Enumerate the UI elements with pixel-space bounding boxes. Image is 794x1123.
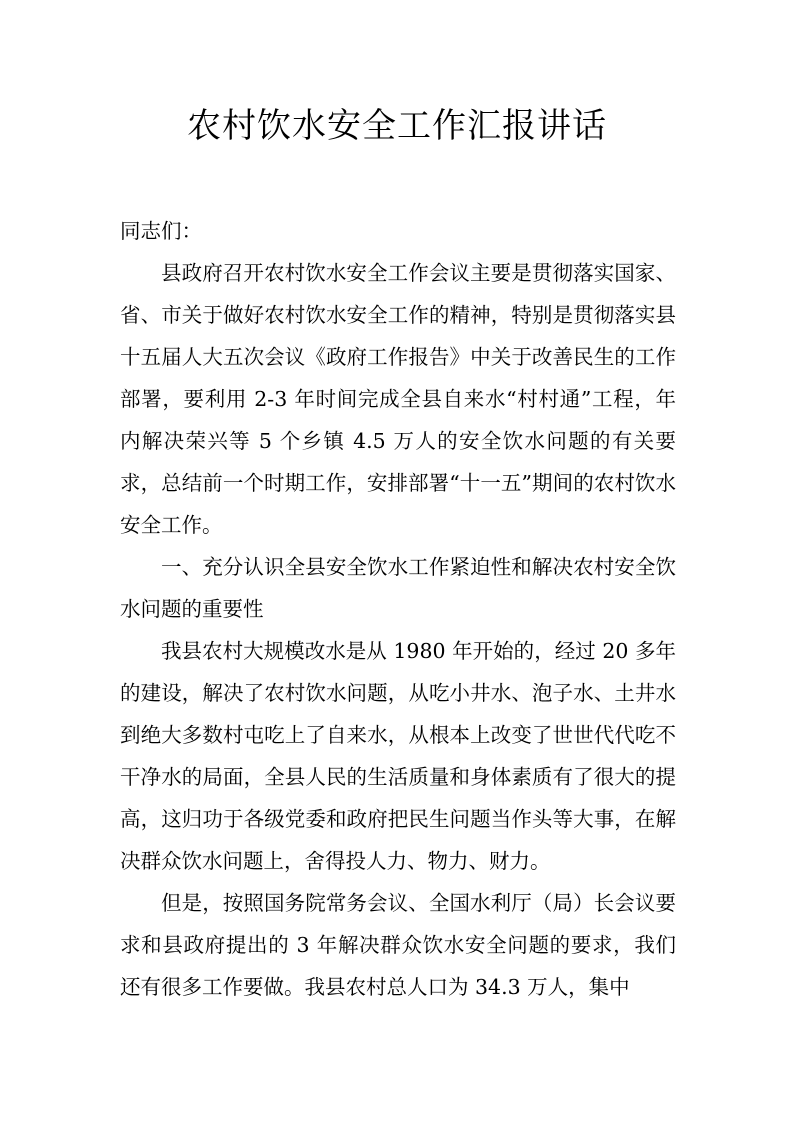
document-title: 农村饮水安全工作汇报讲话 [187,106,607,146]
section-heading-1: 一、充分认识全县安全饮水工作紧迫性和解决农村安全饮水问题的重要性 [120,555,676,621]
paragraph-history: 我县农村大规模改水是从 1980 年开始的，经过 20 多年的建设，解决了农村饮水问题，从吃小井水、泡子水、土井水到绝大多数村屯吃上了自来水，从根本上改变了世世代代吃不干净水的局面，全县人民的生活质量和身体素质有了很大的提高，这归功于各级党委和政府把民生问题当作头等大事，在解决群众饮水问题上，舍得投人力、物力、财力。 [120,639,676,873]
document-body [120,210,676,1008]
paragraph-requirements: 但是，按照国务院常务会议、全国水利厅（局）长会议要求和县政府提出的 3 年解决群众饮水安全问题的要求，我们还有很多工作要做。我县农村总人口为 34.3 万人，集中 [120,891,676,999]
paragraph-intro: 县政府召开农村饮水安全工作会议主要是贯彻落实国家、省、市关于做好农村饮水安全工作的精神，特别是贯彻落实县十五届人大五次会议《政府工作报告》中关于改善民生的工作部署，要利用 2-3 年时间完成全县自来水“村村通”工程，年内解决荣兴等 5 个乡镇 4.5 万人的安全饮水问题的有关要求，总结前一个时期工作，安排部署“十一五”期间的农村饮水安全工作。 [120,261,676,537]
salutation: 同志们： [120,219,202,243]
